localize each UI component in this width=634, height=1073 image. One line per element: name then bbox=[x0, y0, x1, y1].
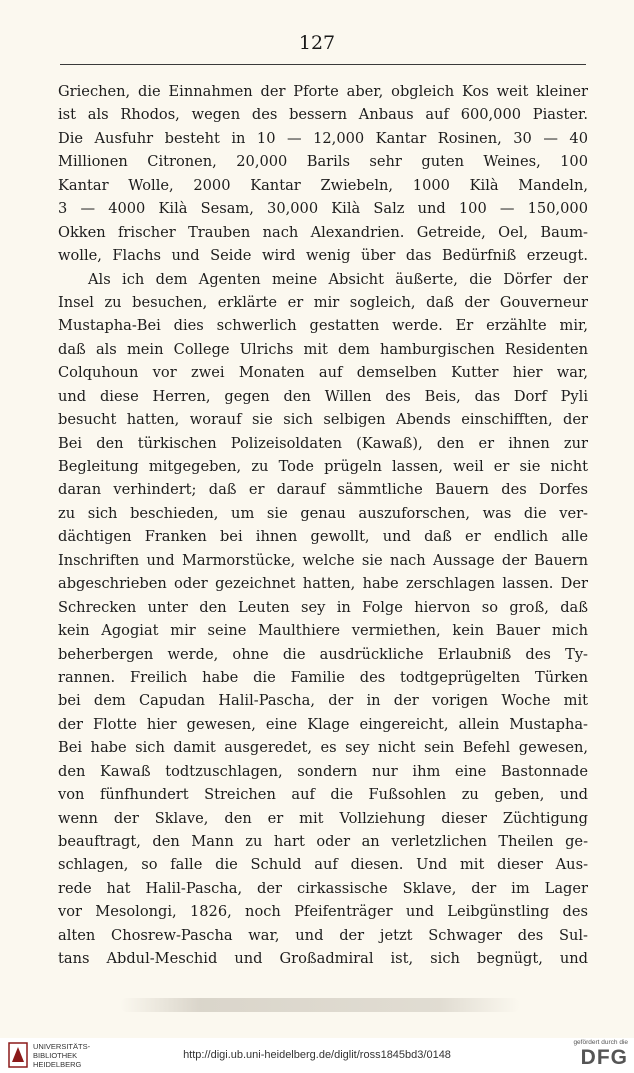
text-line: Begleitung mitgegeben, zu Tode prügeln lassen, weil er sie nicht bbox=[58, 458, 588, 475]
body-text bbox=[58, 80, 588, 971]
text-line: Als ich dem Agenten meine Absicht äußerte, die Dörfer der bbox=[88, 270, 588, 288]
text-line: Inschriften und Marmorstücke, welche sie nach Aussage der Bauern bbox=[58, 551, 588, 569]
text-line: 3 — 4000 Kilà Sesam, 30,000 Kilà Salz und 100 — 150,000 bbox=[58, 200, 588, 218]
text-line: Schrecken unter den Leuten sey in Folge hiervon so groß, daß bbox=[58, 598, 588, 616]
text-line: Griechen, die Einnahmen der Pforte aber, obgleich Kos weit kleiner bbox=[58, 83, 588, 100]
text-line: tans Abdul-Meschid und Großadmiral ist, sich begnügt, und bbox=[58, 950, 588, 968]
text-line: wenn der Sklave, den er mit Vollziehung dieser Züchtigung bbox=[58, 809, 588, 827]
text-line: und diese Herren, gegen den Willen des Beis, das Dorf Pyli bbox=[58, 387, 588, 405]
permalink-url[interactable]: http://digi.ub.uni-heidelberg.de/diglit/ross1845bd3/0148 bbox=[183, 1049, 451, 1061]
page-number: 127 bbox=[298, 32, 336, 54]
text-line: Okken frischer Trauben nach Alexandrien. Getreide, Oel, Baum- bbox=[58, 223, 588, 241]
text-line: Bei habe sich damit ausgeredet, es sey nicht sein Befehl gewesen, bbox=[58, 739, 588, 757]
text-line: der Flotte hier gewesen, eine Klage eingereicht, allein Mustapha- bbox=[58, 715, 588, 733]
library-name-line: BIBLIOTHEK bbox=[33, 1051, 78, 1060]
text-line: schlagen, so falle die Schuld auf diesen. Und mit dieser Aus- bbox=[58, 856, 588, 874]
library-name-line: HEIDELBERG bbox=[33, 1060, 82, 1069]
header-rule bbox=[60, 64, 586, 65]
text-line: ist als Rhodos, wegen des bessern Anbaus auf 600,000 Piaster. bbox=[58, 106, 588, 124]
text-line: Mustapha-Bei dies schwerlich gestatten werde. Er erzählte mir, bbox=[58, 317, 588, 335]
text-line: wolle, Flachs und Seide wird wenig über das Bedürfniß erzeugt. bbox=[58, 247, 588, 265]
text-line: abgeschrieben oder gezeichnet hatten, habe zerschlagen lassen. Der bbox=[58, 575, 588, 593]
text-line: den Kawaß todtzuschlagen, sondern nur ihm eine Bastonnade bbox=[58, 762, 588, 780]
dfg-logo: DFG bbox=[580, 1046, 628, 1069]
text-line: alten Chosrew-Pascha war, und der jetzt Schwager des Sul- bbox=[58, 926, 588, 944]
text-line: Insel zu besuchen, erklärte er mir sogleich, daß der Gouverneur bbox=[58, 293, 588, 311]
text-line: von fünfhundert Streichen auf die Fußsohlen zu geben, und bbox=[58, 786, 588, 804]
funding-note: gefördert durch die bbox=[573, 1039, 628, 1046]
text-line: rannen. Freilich habe die Familie des todtgeprügelten Türken bbox=[58, 668, 588, 686]
text-line: beauftragt, den Mann zu hart oder an verletzlichen Theilen ge- bbox=[58, 833, 588, 850]
text-line: Die Ausfuhr besteht in 10 — 12,000 Kantar Rosinen, 30 — 40 bbox=[58, 129, 588, 147]
text-line: zu sich beschieden, um sie genau auszuforschen, was die ver- bbox=[58, 504, 588, 522]
text-line: bei dem Capudan Halil-Pascha, der in der vorigen Woche mit bbox=[58, 692, 588, 710]
text-line: vor Mesolongi, 1826, noch Pfeifenträger und Leibgünstling des bbox=[58, 903, 588, 921]
text-line: Colquhoun vor zwei Monaten auf demselben Kutter hier war, bbox=[58, 364, 588, 382]
funder-block bbox=[558, 1039, 628, 1070]
text-line: kein Agogiat mir seine Maulthiere vermiethen, kein Bauer mich bbox=[58, 622, 588, 640]
text-line: Kantar Wolle, 2000 Kantar Zwiebeln, 1000 Kilà Mandeln, bbox=[58, 176, 588, 194]
text-line: rede hat Halil-Pascha, der cirkassische Sklave, der im Lager bbox=[58, 879, 588, 897]
viewer-footer bbox=[0, 1038, 634, 1073]
library-name-line: UNIVERSITÄTS- bbox=[33, 1042, 91, 1051]
bleed-through-smudge bbox=[120, 998, 520, 1012]
text-line: Bei den türkischen Polizeisoldaten (Kawaß), den er ihnen zur bbox=[58, 434, 588, 452]
text-line: Millionen Citronen, 20,000 Barils sehr guten Weines, 100 bbox=[58, 153, 588, 171]
text-line: beherbergen werde, ohne die ausdrückliche Erlaubniß des Ty- bbox=[58, 645, 588, 663]
text-line: daß als mein College Ulrichs mit dem hamburgischen Residenten bbox=[58, 340, 588, 358]
text-line: daran verhindert; daß er darauf sämmtliche Bauern des Dorfes bbox=[58, 481, 588, 499]
text-line: besucht hatten, worauf sie sich selbigen Abends einschifften, der bbox=[58, 411, 588, 429]
text-line: dächtigen Franken bei ihnen gewollt, und daß er endlich alle bbox=[58, 528, 588, 546]
